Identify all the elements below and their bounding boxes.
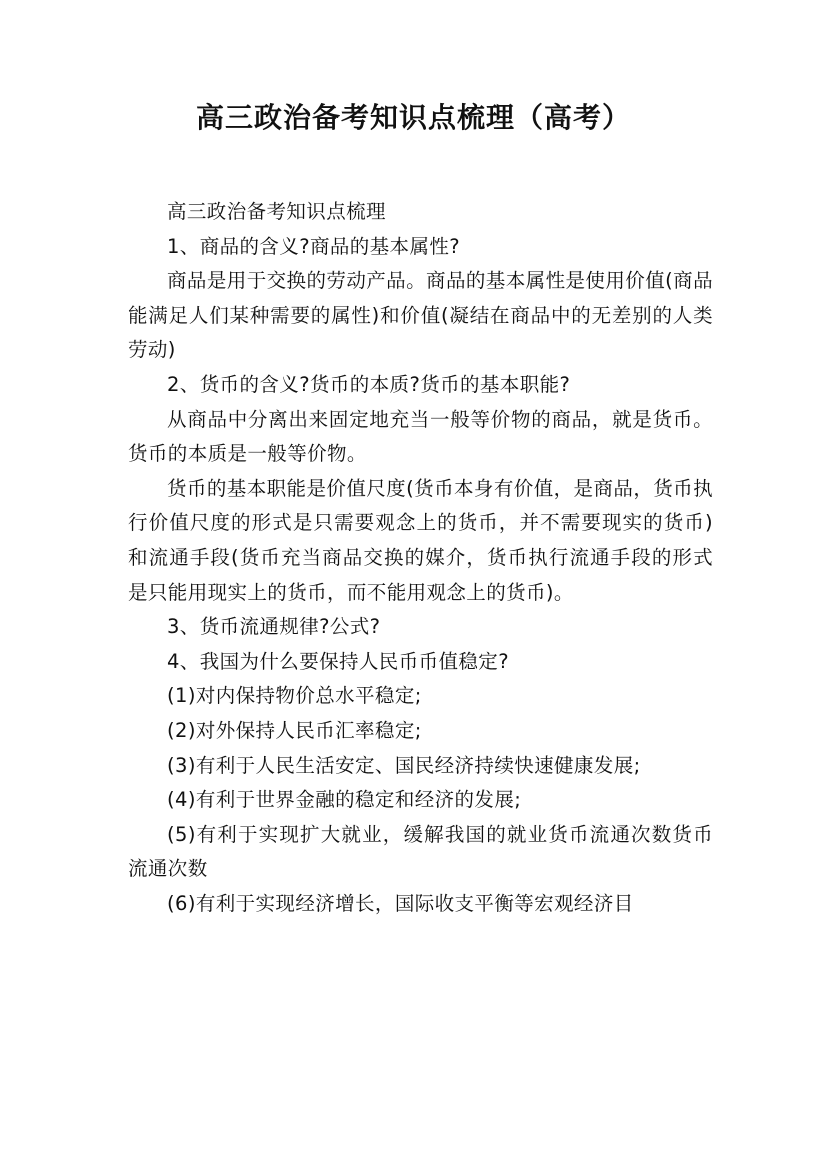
question-4: 4、我国为什么要保持人民币币值稳定? (167, 649, 509, 673)
list-item: (2)对外保持人民币汇率稳定; (167, 718, 422, 742)
answer-2-definition: 从商品中分离出来固定地充当一般等价物的商品，就是货币。货币的本质是一般等价物。 (128, 407, 713, 466)
answer-1: 商品是用于交换的劳动产品。商品的基本属性是使用价值(商品能满足人们某种需要的属性)和价值(凝结在商品中的无差别的人类劳动) (128, 269, 713, 362)
list-item: (5)有利于实现扩大就业，缓解我国的就业货币流通次数货币流通次数 (128, 822, 713, 881)
list-item: (4)有利于世界金融的稳定和经济的发展; (167, 788, 522, 812)
paragraph-subtitle: 高三政治备考知识点梳理 (167, 200, 386, 223)
document-title: 高三政治备考知识点梳理（高考） (195, 101, 631, 134)
list-item: (1)对内保持物价总水平稳定; (167, 684, 422, 708)
question-3: 3、货币流通规律?公式? (167, 615, 381, 639)
question-2: 2、货币的含义?货币的本质?货币的基本职能? (167, 372, 571, 396)
document-body (128, 195, 713, 921)
question-1: 1、商品的含义?商品的基本属性? (167, 234, 461, 258)
list-item: (3)有利于人民生活安定、国民经济持续快速健康发展; (167, 753, 641, 777)
answer-2-functions: 货币的基本职能是价值尺度(货币本身有价值，是商品，货币执行价值尺度的形式是只需要观念上的货币，并不需要现实的货币)和流通手段(货币充当商品交换的媒介，货币执行流通手段的形式是只能用现实上的货币，而不能用观念上的货币)。 (128, 476, 713, 604)
list-item: (6)有利于实现经济增长，国际收支平衡等宏观经济目 (167, 891, 634, 915)
